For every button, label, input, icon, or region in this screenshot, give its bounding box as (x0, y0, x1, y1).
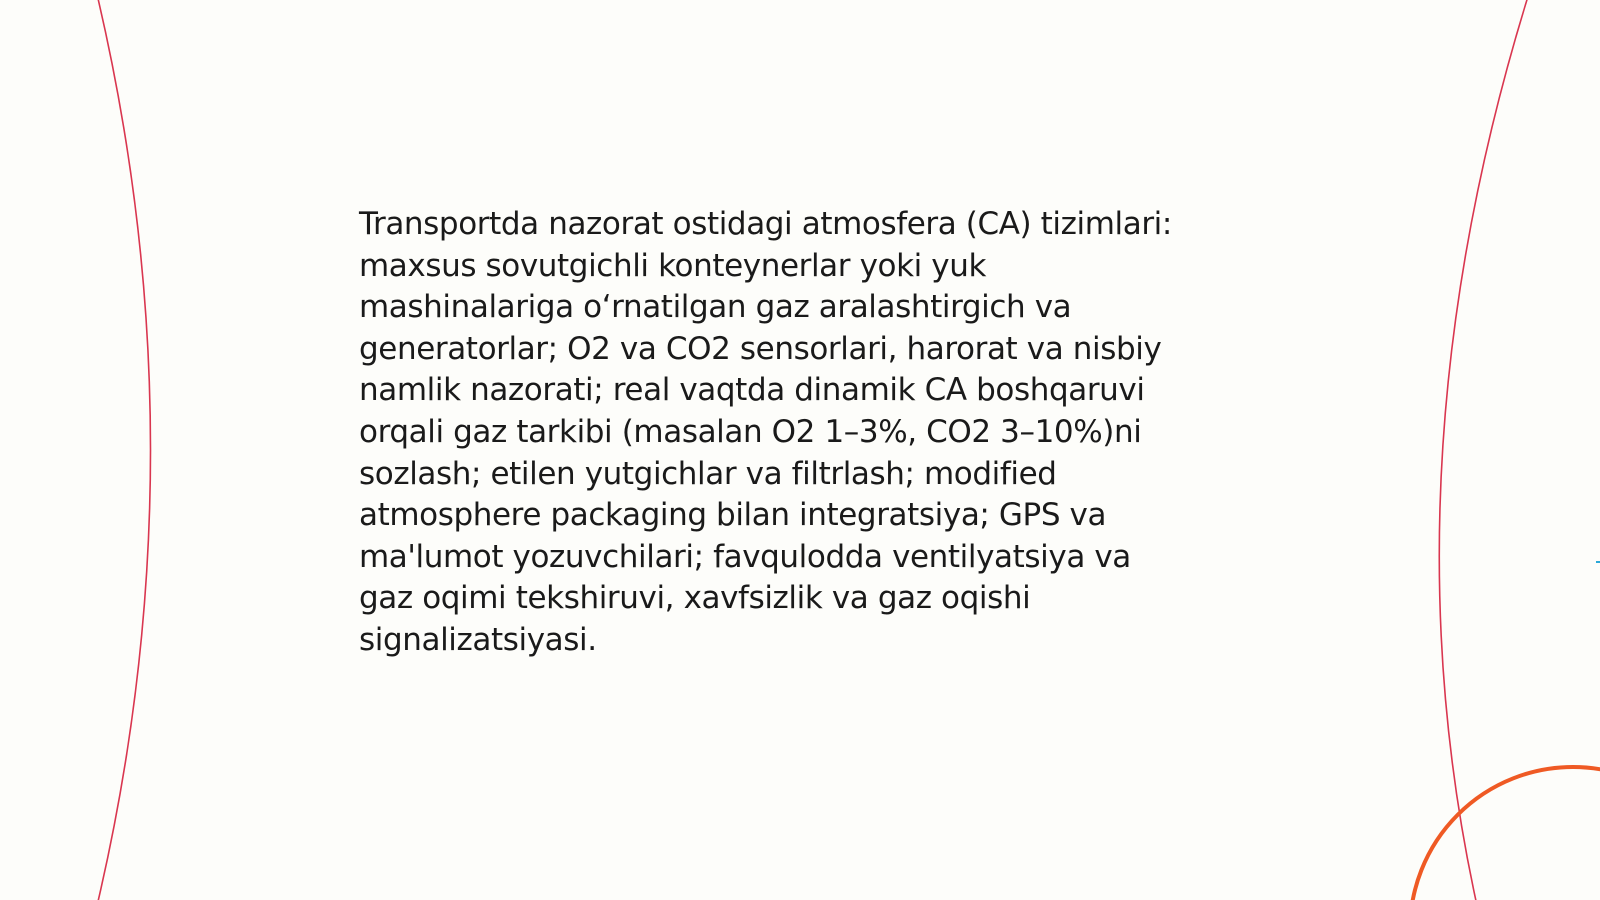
orange-accent-arc (1410, 767, 1600, 900)
left-curve-line (96, 0, 151, 900)
slide-body-text: Transportda nazorat ostidagi atmosfera (CA) tizimlari: maxsus sovutgichli konteynerlar yoki yuk mashinalariga o‘rnatilgan gaz aralashtirgich va generatorlar; O2 va CO2 sensorlari, harorat va nisbiy namlik nazorati; real vaqtda dinamik CA boshqaruvi orqali gaz tarkibi (masalan O2 1–3%, CO2 3–10%)ni sozlash; etilen yutgichlar va filtrlash; modified atmosphere packaging bilan integratsiya; GPS va ma'lumot yozuvchilari; favqulodda ventilyatsiya va gaz oqimi tekshiruvi, xavfsizlik va gaz oqishi signalizatsiyasi. (359, 206, 1172, 658)
right-curve-line (1439, 0, 1530, 900)
